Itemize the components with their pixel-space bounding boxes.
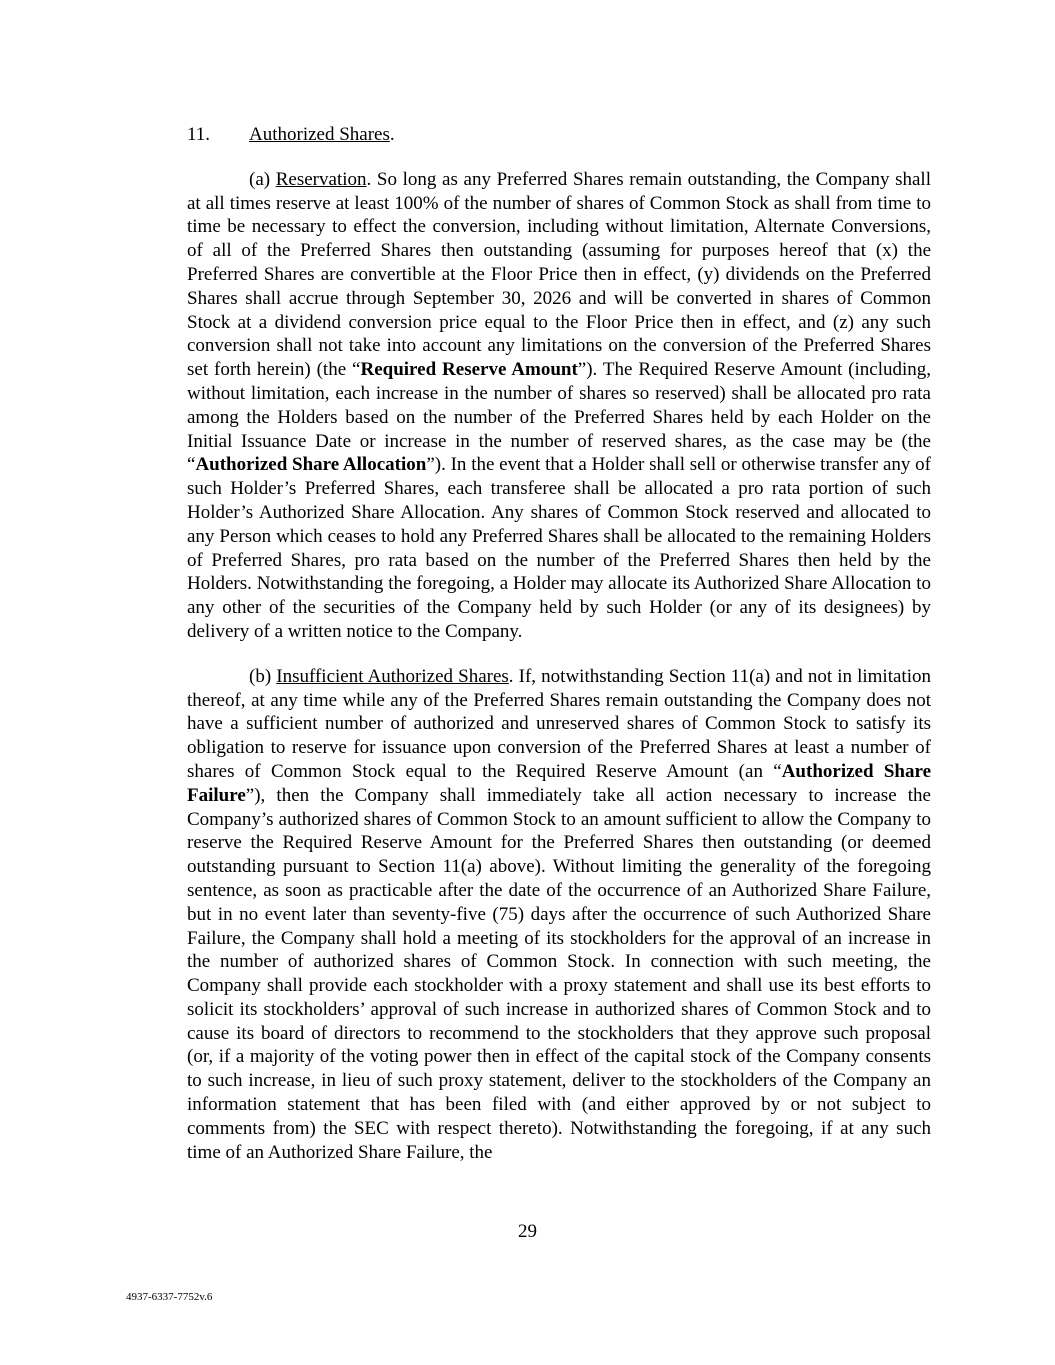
page-number: 29 (518, 1221, 537, 1242)
document-id: 4937-6337-7752v.6 (126, 1291, 213, 1303)
defined-term: Authorized Share Failure (187, 760, 932, 806)
defined-term: Required Reserve Amount (360, 359, 578, 381)
paragraph-label: (b) (249, 665, 277, 687)
paragraph-insufficient-authorized-shares (187, 665, 931, 1165)
paragraph-reservation (187, 168, 931, 644)
section-number: 11. (187, 124, 211, 145)
document-page-body (187, 123, 931, 1164)
section-title: Authorized Shares (249, 124, 390, 145)
section-heading (187, 123, 931, 147)
paragraph-text: ”), then the Company shall immediately take all action necessary to increase the Company’s authorized shares of Common Stock to an amount sufficient to allow the Company to reserve the Required Reserve Amount for the Preferred Shares then outstanding (or deemed outstanding pursuant to Section 11(a) above). Without limiting the generality of the foregoing sentence, as soon as practicable after the date of the occurrence of an Authorized Share Failure, but in no event later than seventy-five (75) days after the occurrence of such Authorized Share Failure, the Company shall hold a meeting of its stockholders for the approval of an increase in the number of authorized shares of Common Stock. In connection with such meeting, the Company shall provide each stockholder with a proxy statement and shall use its best efforts to solicit its stockholders’ approval of such increase in authorized shares of Common Stock and to cause its board of directors to recommend to the stockholders that they approve such proposal (or, if a majority of the voting power then in effect of the capital stock of the Company consents to such increase, in lieu of such proxy statement, deliver to the stockholders of the Company an information statement that has been filed with (and either approved by or not subject to comments from) the SEC with respect thereto). Notwithstanding the foregoing, if at any such time of an Authorized Share Failure, the (187, 784, 931, 1163)
paragraph-text: ”). In the event that a Holder shall sell or otherwise transfer any of such Holder’s Preferred Shares, each transferee shall be allocated a pro rata portion of such Holder’s Authorized Share Allocation. Any shares of Common Stock reserved and allocated to any Person which ceases to hold any Preferred Shares shall be allocated to the remaining Holders of Preferred Shares, pro rata based on the number of the Preferred Shares then held by the Holders. Notwithstanding the foregoing, a Holder may allocate its Authorized Share Allocation to any other of the securities of the Company held by such Holder (or any of its designees) by delivery of a written notice to the Company. (187, 454, 931, 642)
paragraph-label: (a) (249, 168, 276, 190)
paragraph-heading: Insufficient Authorized Shares (276, 665, 509, 687)
paragraph-text: ”). The Required Reserve Amount (including, without limitation, each increase in the number of shares so reserved) shall be allocated pro rata among the Holders based on the number of the Preferred Shares held by each Holder on the Initial Issuance Date or increase in the number of reserved shares, as the case may be (the “ (187, 359, 932, 476)
paragraph-heading: Reservation (275, 168, 367, 190)
paragraph-text: . So long as any Preferred Shares remain outstanding, the Company shall at all times reserve at least 100% of the number of shares of Common Stock as shall from time to time be necessary to effect the conversion, including without limitation, Alternate Conversions, of all of the Preferred Shares then outstanding (assuming for purposes hereof that (x) the Preferred Shares are convertible at the Floor Price then in effect, (y) dividends on the Preferred Shares shall accrue through September 30, 2026 and will be converted in shares of Common Stock at a dividend conversion price equal to the Floor Price then in effect, and (z) any such conversion shall not take into account any limitations on the conversion of the Preferred Shares set forth herein) (the “ (187, 168, 931, 381)
paragraph-text: . If, notwithstanding Section 11(a) and not in limitation thereof, at any time while any of the Preferred Shares remain outstanding the Company does not have a sufficient number of authorized and unreserved shares of Common Stock to satisfy its obligation to reserve for issuance upon conversion of the Preferred Shares at least a number of shares of Common Stock equal to the Required Reserve Amount (an “ (187, 665, 931, 782)
defined-term: Authorized Share Allocation (195, 454, 427, 476)
section-title-period: . (389, 124, 395, 145)
